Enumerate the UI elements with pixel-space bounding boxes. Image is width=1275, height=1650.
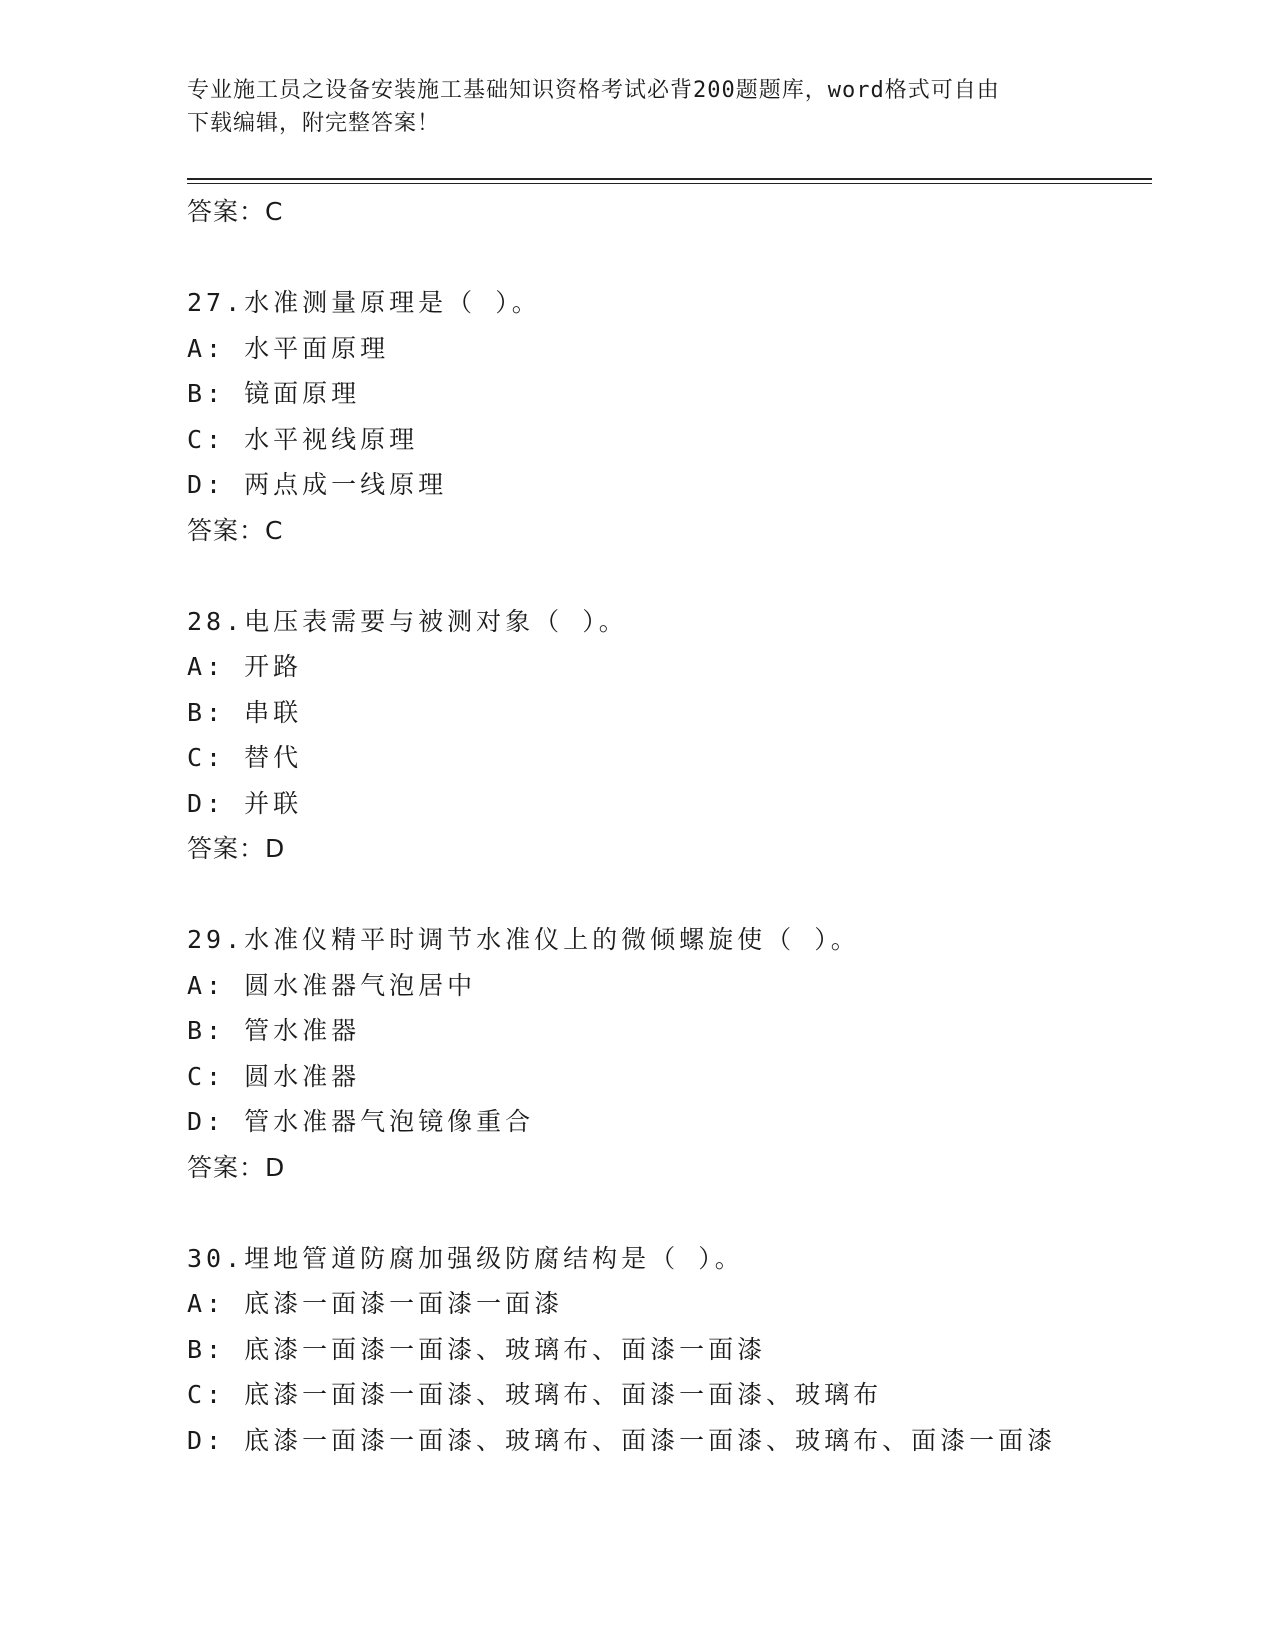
option-b: B: 管水准器 — [187, 1016, 361, 1045]
question-list — [187, 189, 1152, 1463]
option-a: A: 开路 — [187, 652, 303, 681]
answer-line: 答案：C — [187, 515, 284, 545]
spacer — [187, 553, 1152, 599]
document-header — [187, 74, 1087, 140]
question-stem: 29.水准仪精平时调节水准仪上的微倾螺旋使（ ）。 — [187, 925, 860, 954]
option-c: C: 圆水准器 — [187, 1061, 361, 1091]
header-line-1: 专业施工员之设备安装施工基础知识资格考试必背200题题库，word格式可自由 — [187, 78, 1000, 103]
question-stem: 27.水准测量原理是（ ）。 — [187, 288, 541, 317]
option-d: D: 两点成一线原理 — [187, 470, 448, 499]
answer-line: 答案：D — [187, 834, 286, 863]
option-a: A: 水平面原理 — [187, 333, 390, 363]
option-b: B: 底漆一面漆一面漆、玻璃布、面漆一面漆 — [187, 1334, 767, 1364]
option-b: B: 镜面原理 — [187, 379, 361, 408]
question-block — [187, 1236, 1152, 1464]
answer-line: 答案：D — [187, 1152, 286, 1182]
question-stem: 30.埋地管道防腐加强级防腐结构是（ ）。 — [187, 1243, 744, 1273]
header-divider-thin — [187, 183, 1152, 184]
spacer — [187, 872, 1152, 918]
option-d: D: 并联 — [187, 788, 303, 818]
option-b: B: 串联 — [187, 697, 303, 727]
spacer — [187, 1190, 1152, 1236]
question-stem: 28.电压表需要与被测对象（ ）。 — [187, 606, 628, 636]
question-block — [187, 917, 1152, 1190]
option-c: C: 水平视线原理 — [187, 424, 419, 454]
question-block — [187, 280, 1152, 553]
header-line-2: 下载编辑，附完整答案！ — [187, 111, 441, 136]
header-divider-thick — [187, 178, 1152, 180]
option-d: D: 管水准器气泡镜像重合 — [187, 1107, 535, 1136]
option-a: A: 圆水准器气泡居中 — [187, 970, 477, 1000]
option-c: C: 替代 — [187, 743, 303, 772]
answer-line: 答案：C — [187, 197, 284, 226]
option-a: A: 底漆一面漆一面漆一面漆 — [187, 1289, 564, 1318]
spacer — [187, 235, 1152, 281]
option-c: C: 底漆一面漆一面漆、玻璃布、面漆一面漆、玻璃布 — [187, 1380, 883, 1409]
question-block — [187, 599, 1152, 872]
option-d: D: 底漆一面漆一面漆、玻璃布、面漆一面漆、玻璃布、面漆一面漆 — [187, 1425, 1057, 1455]
